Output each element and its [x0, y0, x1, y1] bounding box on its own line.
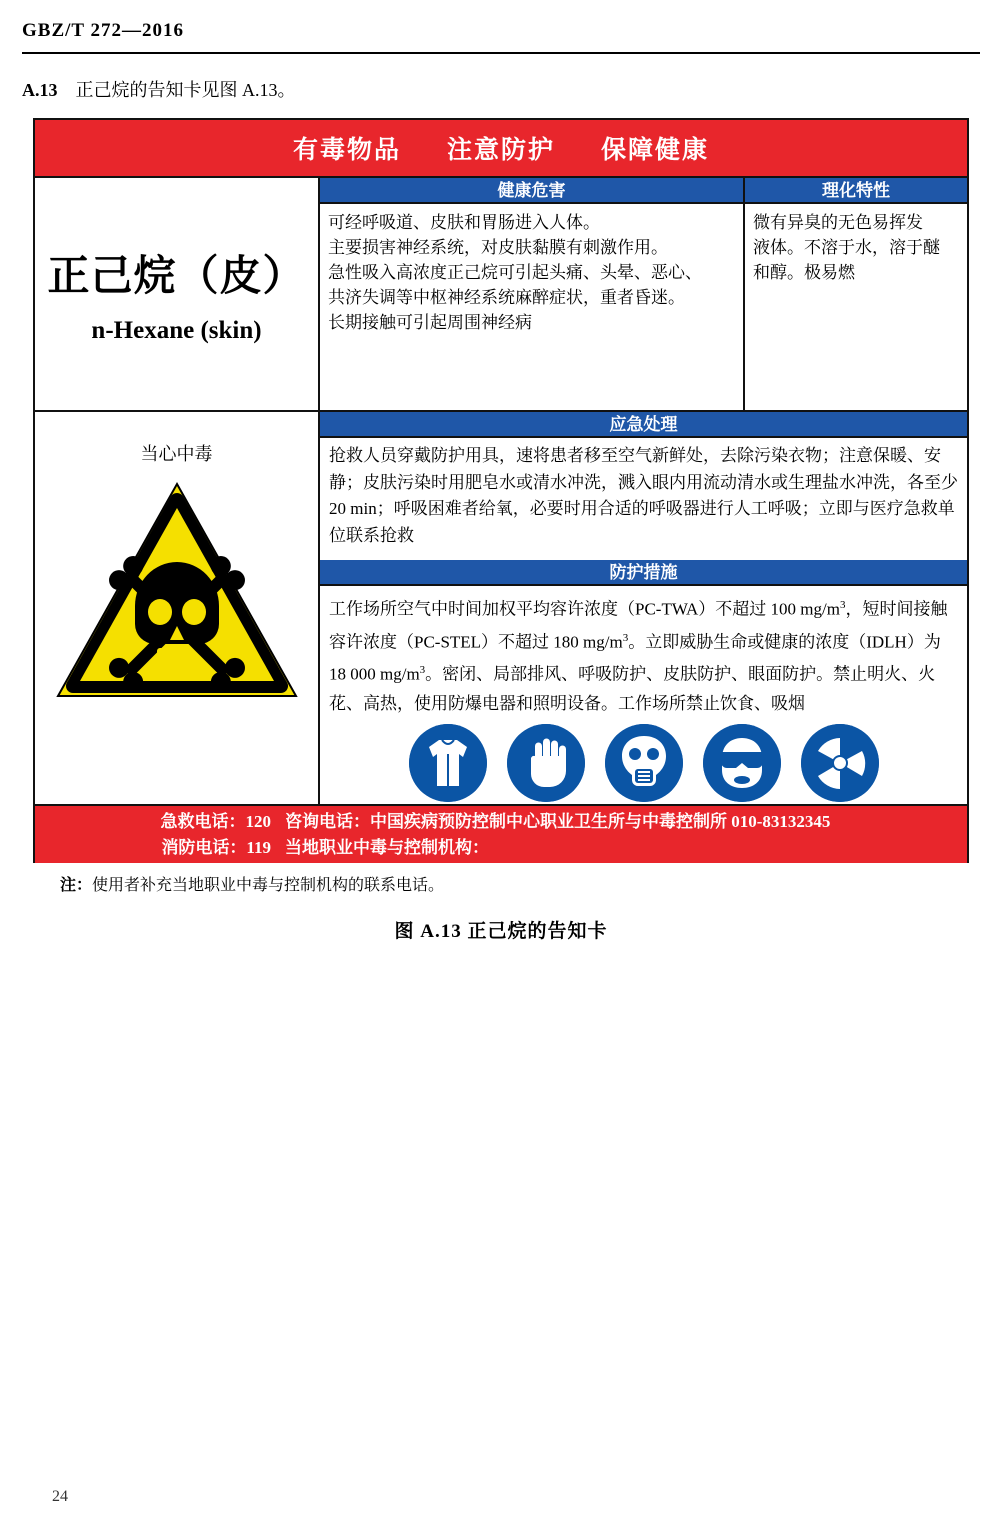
substance-chinese-name: 正己烷（皮）: [47, 254, 306, 300]
health-hazard-line: 可经呼吸道、皮肤和胃肠进入人体。: [328, 213, 600, 232]
physical-properties-band: 理化特性: [745, 178, 967, 204]
note-label: 注：: [60, 877, 93, 894]
figure-caption: 图 A.13 正己烷的告知卡: [394, 921, 608, 942]
emergency-text: 抢救人员穿戴防护用具，速将患者移至空气新鲜处，去除污染衣物；注意保暖、安静；皮肤污染时用肥皂水或清水冲洗，溅入眼内用流动清水或生理盐水冲洗，各至少 20 min；呼吸困难者给氧，必要时用合适的呼吸器进行人工呼吸；立即与医疗急救单位联系抢救: [329, 446, 958, 545]
protection-seg: 。密闭、局部排风、呼吸防护、皮肤防护、眼面防护。禁止明火、火花、高热，使用防爆电器和照明设备。工作场所禁止饮食、吸烟: [329, 664, 936, 713]
health-hazard-line: 长期接触可引起周围神经病: [328, 313, 532, 332]
card-title-part-2: 注意防护: [446, 137, 555, 164]
card-title-part-3: 保障健康: [601, 137, 710, 164]
protective-clothing-icon: [409, 724, 487, 802]
clause-text: 正己烷的告知卡见图 A.13。: [75, 80, 296, 100]
footer-right-line: 当地职业中毒与控制机构：: [285, 837, 489, 857]
protection-sup: 3: [419, 664, 426, 677]
ventilation-fan-icon: [801, 724, 879, 802]
header-rule: [22, 52, 980, 54]
health-hazard-text: [320, 204, 743, 339]
skull-crossbones-warning-triangle-icon: [52, 474, 302, 711]
protection-sup: 3: [839, 599, 846, 611]
pictogram-cell: [35, 412, 320, 804]
protective-gloves-icon: [507, 724, 585, 802]
card-footer: [35, 806, 967, 863]
physical-properties-text: [745, 204, 967, 289]
physical-properties-line: 液体。不溶于水，溶于醚: [753, 238, 940, 257]
physical-properties-line: 和醇。极易燃: [753, 263, 855, 282]
note: [60, 872, 444, 895]
clause-line: [22, 76, 296, 102]
footer-consult-info: [285, 809, 967, 861]
emergency-band: 应急处理: [320, 412, 967, 438]
emergency-protection-stack: [320, 412, 967, 804]
clause-number: A.13: [22, 80, 58, 100]
note-text: 使用者补充当地职业中毒与控制机构的联系电话。: [92, 877, 445, 894]
health-hazard-line: 急性吸入高浓度正己烷可引起头痛、头晕、恶心、: [328, 263, 702, 282]
health-hazard-band: 健康危害: [320, 178, 743, 204]
page-number: 24: [52, 1488, 68, 1505]
substance-english-name: n-Hexane (skin): [91, 317, 262, 344]
ppe-icon-row: [320, 724, 967, 802]
physical-properties-column: [745, 178, 967, 410]
substance-name-cell: [35, 178, 320, 410]
protection-seg: ，短时间接触容许浓度（PC-STEL）不超过 180 mg/m: [329, 599, 948, 652]
respirator-mask-icon: [605, 724, 683, 802]
footer-emergency-numbers: [45, 809, 285, 861]
card-title-bar: [35, 120, 967, 178]
physical-properties-line: 微有异臭的无色易挥发: [753, 213, 923, 232]
protection-sup: 3: [622, 631, 629, 644]
eye-face-protection-icon: [703, 724, 781, 802]
health-hazard-column: [320, 178, 745, 410]
card-lower-row: [35, 412, 967, 806]
protection-text: [320, 586, 967, 718]
footer-right-line: 咨询电话：中国疾病预防控制中心职业卫生所与中毒控制所 010-83132345: [285, 811, 831, 831]
standard-header: GBZ/T 272—2016: [22, 20, 184, 41]
footer-left-line: 消防电话：119: [161, 837, 271, 857]
protection-seg: 。立即威胁生命或健康的浓度（IDLH）为 18 000 mg/m: [329, 632, 941, 684]
health-hazard-line: 主要损害神经系统，对皮肤黏膜有刺激作用。: [328, 238, 668, 257]
card-upper-row: [35, 178, 967, 412]
card-title-part-1: 有毒物品: [292, 137, 401, 164]
protection-band: 防护措施: [320, 560, 967, 586]
hazard-columns: [320, 178, 967, 410]
protection-seg: 工作场所空气中时间加权平均容许浓度（PC-TWA）不超过 100 mg/m: [329, 599, 840, 619]
pictogram-caption: 当心中毒: [140, 444, 213, 464]
footer-left-line: 急救电话：120: [160, 811, 271, 831]
health-hazard-line: 共济失调等中枢神经系统麻醉症状，重者昏迷。: [328, 288, 685, 307]
hazard-notification-card: [33, 118, 969, 863]
